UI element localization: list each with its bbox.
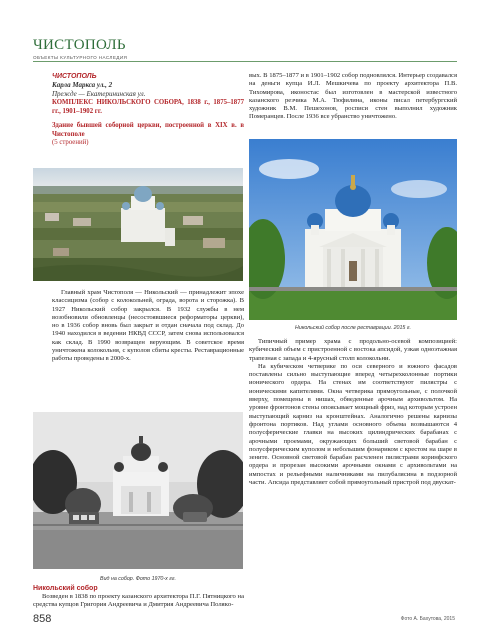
entry-note: (5 строений)	[52, 139, 89, 146]
cathedral-photo-caption: Никольский собор после реставрации. 2015 г.	[295, 325, 411, 331]
right-top-paragraph: вых. В 1875–1877 и в 1901–1902 собор подновлялся. Интерьер создавался на деньги купца И.Л. Мешкичева по проекту архитектора П.В. Тихомирова, иконостас был изготовлен в мастерской известного казанского резчика М.А. Тюфилина, иконы писал петербургский художник В.М. Пешехонов, росписи стен выполнил художник Померанцев. После 1936 все убранство уничтожено.	[249, 72, 457, 121]
aerial-photo-image	[33, 168, 243, 281]
photo-credit: Фото А. Бахутова, 2015	[400, 616, 455, 622]
entry-city: ЧИСТОПОЛЬ	[52, 73, 97, 80]
right-paragraph-2: На кубическом четверике по оси северного и южного фасадов поставлены сильно выступающие вперед четырехколонные портики ионического ордера. На стенах им соответствуют пилястры с ионическими капителями. Окна четверика прямоугольные, с полочкой вверху, помещены в нишах, обведенные арочным архивольтом. На уровне фронтонов стены опоясывает мощный фриз, над которым устроен выступающий карниз на кронштейнах. Аналогично решены карнизы фронтона портиков. Над углами основного объема возвышаются 4 полусферические главки на высоких цилиндрических барабанах с арочными проемами, окружающих больший световой барабан с полусферическим куполом и небольшим фонариком с крестом на шаре в зените. Основной световой барабан расчленен пилястрами коринфского ордера и прорезан высокими арочными окнами с архивольтами на импостах и рельефными наличниками на пилубалясина в подзорной части. Апсида представляет собой прямоугольный пристрой под двускат-	[249, 362, 457, 487]
left-paragraph-2: Возведен в 1838 по проекту казанского архитектора П.Г. Пятницкого на средства купцов Григория Андреевича и Дмитрия Андреевича Полякo-	[33, 593, 244, 609]
right-paragraph-1: Типичный пример храма с продольно-осевой композицией: кубический объем с пристроенной с востока апсидой, узкая одноэтажная трапезная с запада и 4-ярусный столп колокольни.	[249, 338, 457, 362]
entry-address: Карла Маркса ул., 2	[52, 81, 113, 89]
running-title: ЧИСТОПОЛЬ	[33, 37, 126, 53]
section-heading: Никольский собор	[33, 585, 98, 592]
cathedral-photo-image	[249, 139, 457, 320]
right-top-text	[249, 72, 457, 122]
entry-former-name: Прежде — Екатерининская ул.	[52, 90, 146, 98]
aerial-photo	[33, 168, 243, 281]
running-header	[33, 37, 457, 60]
historic-photo-image	[33, 412, 243, 569]
right-body-text	[249, 338, 457, 487]
header-rule	[33, 61, 457, 62]
page-number: 858	[33, 613, 52, 625]
left-body-text	[52, 289, 244, 364]
cathedral-photo	[249, 139, 457, 320]
historic-photo	[33, 412, 243, 569]
entry-building: Здание бывшей соборной церкви, построенной в XIX в. в Чистополе	[52, 122, 244, 138]
entry-complex-title: КОМПЛЕКС НИКОЛЬСКОГО СОБОРА, 1838 г., 1875–1877 гг., 1901–1902 гг.	[52, 99, 244, 115]
entry-heading-block	[52, 72, 244, 148]
historic-photo-caption: Вид на собор. Фото 1970-х гг.	[100, 576, 176, 582]
running-subtitle: ОБЪЕКТЫ КУЛЬТУРНОГО НАСЛЕДИЯ	[33, 55, 128, 60]
left-bottom-text	[33, 584, 244, 610]
left-paragraph: Главный храм Чистополя — Никольский — принадлежит эпохе классицизма (собор с колокольней, ограда, ворота и сторожка). В 1927 Никольский собор закрылся. В 1932 службы в нем возобновили обновленцы (несостоявшиеся реформаторы церкви), но в 1936 собор вновь был закрыт и отдан сначала под склад. До 1940 находился в ведении НКВД СССР, затем снова использовался как склад. В 1990 возвращен верующим. В советское время уничтожена колокольня, с куполов сбиты кресты. Реставрационные работы проведены в 2000-х.	[52, 289, 244, 363]
